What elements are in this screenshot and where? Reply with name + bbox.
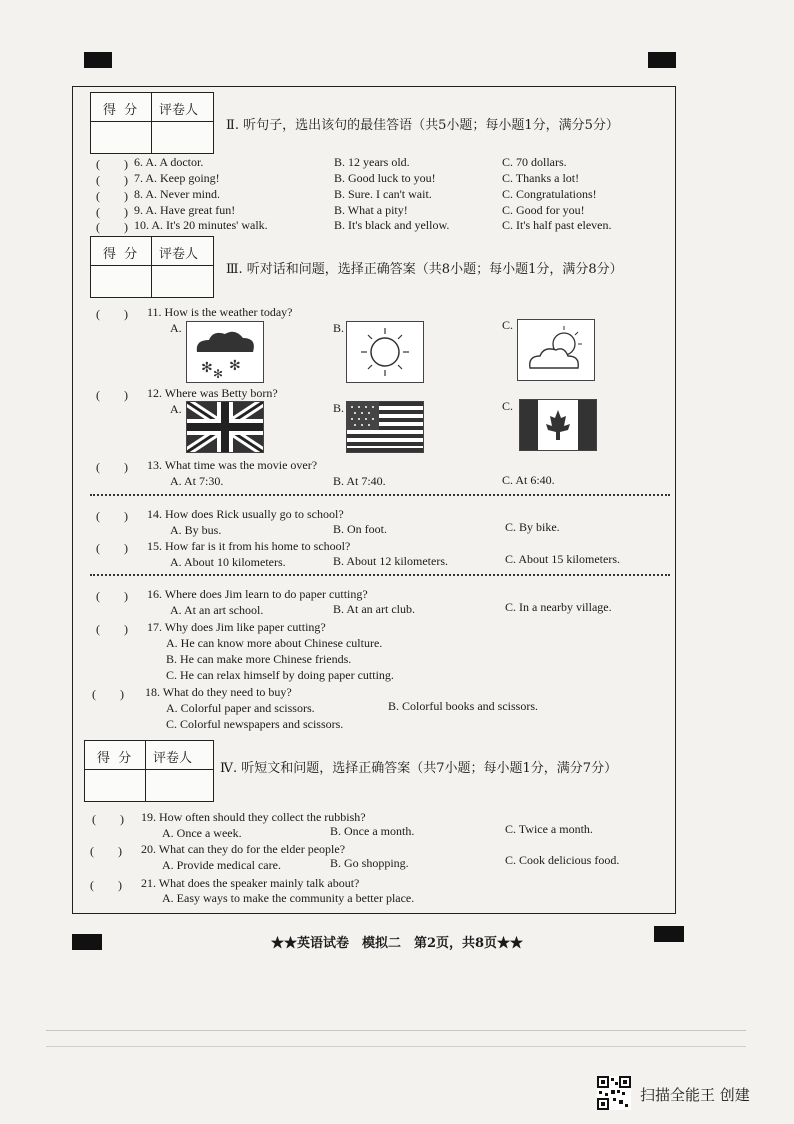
option-c: C. At 6:40. [502,473,555,487]
answer-bracket[interactable]: ( ) [90,878,122,892]
registration-mark-top-right [648,52,676,68]
answer-bracket[interactable]: ( ) [96,205,128,219]
cloudy-sun-picture [517,319,595,381]
question-13: 13. What time was the movie over? [147,458,318,472]
grader-label: 评卷人 [153,751,193,766]
question-8: 8. A. Never mind. [134,187,220,201]
question-12: 12. Where was Betty born? [147,386,278,400]
divider [90,574,670,576]
option-b: B. 12 years old. [334,155,410,169]
question-11: 11. How is the weather today? [147,305,293,319]
svg-text:✻: ✻ [229,358,241,374]
question-18: 18. What do they need to buy? [145,685,292,699]
answer-bracket[interactable]: ( ) [96,509,128,523]
section-title: Ⅱ. 听句子，选出该句的最佳答语（共5小题；每小题1分，满分5分） [226,118,619,133]
option-b: B. On foot. [333,522,387,536]
bottom-rule [46,1046,746,1047]
score-box [90,236,214,298]
option-c: C. He can relax himself by doing paper cutting. [166,668,394,682]
answer-bracket[interactable]: ( ) [96,388,128,402]
option-c-label: C. [502,399,514,413]
option-b: B. Go shopping. [330,856,409,870]
scanner-watermark: 扫描全能王 创建 [640,1086,750,1104]
option-a: A. At an art school. [170,603,264,617]
question-10: 10. A. It's 20 minutes' walk. [134,218,268,232]
question-9: 9. A. Have great fun! [134,203,236,217]
option-b: B. Good luck to you! [334,171,436,185]
option-b: B. Once a month. [330,824,415,838]
option-c: C. It's half past eleven. [502,218,612,232]
option-a-label: A. [170,402,182,416]
answer-bracket[interactable]: ( ) [96,622,128,636]
option-a: A. Easy ways to make the community a better place. [162,891,415,905]
question-21: 21. What does the speaker mainly talk about? [141,876,360,890]
question-14: 14. How does Rick usually go to school? [147,507,344,521]
option-c: C. Good for you! [502,203,585,217]
answer-bracket[interactable]: ( ) [96,173,128,187]
option-c: C. 70 dollars. [502,155,567,169]
answer-bracket[interactable]: ( ) [92,687,124,701]
answer-bracket[interactable]: ( ) [96,189,128,203]
option-a: A. By bus. [170,523,222,537]
svg-text:✻: ✻ [201,360,213,376]
canada-flag-picture [519,399,597,451]
score-label: 得 分 [97,751,134,766]
registration-mark-top-left [84,52,112,68]
option-b: B. At 7:40. [333,474,386,488]
option-b: B. It's black and yellow. [334,218,450,232]
option-b: B. About 12 kilometers. [333,554,448,568]
option-c: C. Cook delicious food. [505,853,620,867]
option-b-label: B. [333,401,345,415]
answer-bracket[interactable]: ( ) [96,220,128,234]
answer-bracket[interactable]: ( ) [90,844,122,858]
grader-label: 评卷人 [159,103,199,118]
option-c: C. About 15 kilometers. [505,552,620,566]
qr-code-icon [597,1076,631,1110]
answer-bracket[interactable]: ( ) [96,589,128,603]
option-c: C. Twice a month. [505,822,593,836]
answer-bracket[interactable]: ( ) [92,812,124,826]
option-a: A. Provide medical care. [162,858,281,872]
grader-label: 评卷人 [159,247,199,262]
option-c-label: C. [502,318,514,332]
option-b: B. What a pity! [334,203,408,217]
option-c: C. In a nearby village. [505,600,612,614]
answer-bracket[interactable]: ( ) [96,307,128,321]
question-7: 7. A. Keep going! [134,171,220,185]
snow-cloud-picture [186,321,264,383]
score-box [84,740,214,802]
option-c: C. Colorful newspapers and scissors. [166,717,344,731]
score-label: 得 分 [103,103,140,118]
option-b-label: B. [333,321,345,335]
sun-picture [346,321,424,383]
answer-bracket[interactable]: ( ) [96,541,128,555]
page-footer: ★★英语试卷 模拟二 第2页，共8页★★ [270,936,524,951]
svg-text:✻: ✻ [213,367,224,381]
us-flag-picture [346,401,424,453]
option-a: A. At 7:30. [170,474,224,488]
option-b: B. Colorful books and scissors. [388,699,538,713]
option-c: C. Congratulations! [502,187,597,201]
question-15: 15. How far is it from his home to school? [147,539,351,553]
question-6: 6. A. A doctor. [134,155,204,169]
question-19: 19. How often should they collect the rubbish? [141,810,366,824]
option-b: B. At an art club. [333,602,415,616]
option-c: C. Thanks a lot! [502,171,580,185]
option-a: A. About 10 kilometers. [170,555,286,569]
score-label: 得 分 [103,247,140,262]
question-20: 20. What can they do for the elder people? [141,842,346,856]
answer-bracket[interactable]: ( ) [96,460,128,474]
section-title: Ⅲ. 听对话和问题，选择正确答案（共8小题；每小题1分，满分8分） [226,262,623,277]
option-b: B. Sure. I can't wait. [334,187,432,201]
question-16: 16. Where does Jim learn to do paper cutting? [147,587,368,601]
answer-bracket[interactable]: ( ) [96,157,128,171]
divider [90,494,670,496]
option-a-label: A. [170,321,182,335]
score-box [90,92,214,154]
question-17: 17. Why does Jim like paper cutting? [147,620,326,634]
option-c: C. By bike. [505,520,560,534]
uk-flag-picture [186,401,264,453]
option-b: B. He can make more Chinese friends. [166,652,352,666]
option-a: A. Colorful paper and scissors. [166,701,315,715]
bottom-rule [46,1030,746,1031]
option-a: A. He can know more about Chinese culture. [166,636,383,650]
option-a: A. Once a week. [162,826,242,840]
section-title: Ⅳ. 听短文和问题，选择正确答案（共7小题；每小题1分，满分7分） [220,761,618,776]
